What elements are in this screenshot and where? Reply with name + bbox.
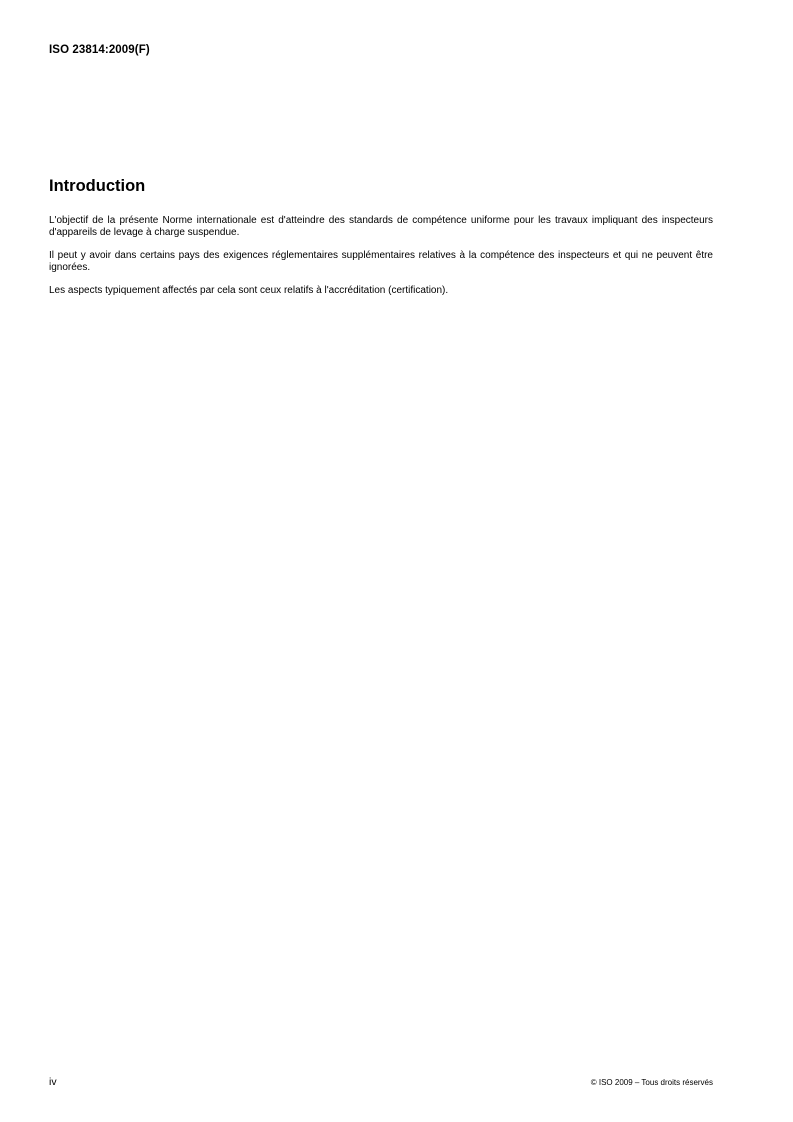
paragraph-objective: L'objectif de la présente Norme internationale est d'atteindre des standards de compétence uniforme pour les travaux impliquant des inspecteurs d'appareils de levage à charge suspendue. xyxy=(49,215,713,238)
paragraph-accreditation: Les aspects typiquement affectés par cela sont ceux relatifs à l'accréditation (certification). xyxy=(49,285,449,296)
page-footer xyxy=(49,1076,713,1088)
copyright-notice: © ISO 2009 – Tous droits réservés xyxy=(590,1078,713,1087)
document-header-standard-id: ISO 23814:2009(F) xyxy=(49,44,150,56)
page-number: iv xyxy=(49,1076,57,1088)
section-title: Introduction xyxy=(49,177,146,195)
paragraph-regulatory-requirements: Il peut y avoir dans certains pays des exigences réglementaires supplémentaires relatives à la compétence des inspecteurs et qui ne peuvent être ignorées. xyxy=(49,250,713,273)
introduction-section xyxy=(49,176,713,309)
